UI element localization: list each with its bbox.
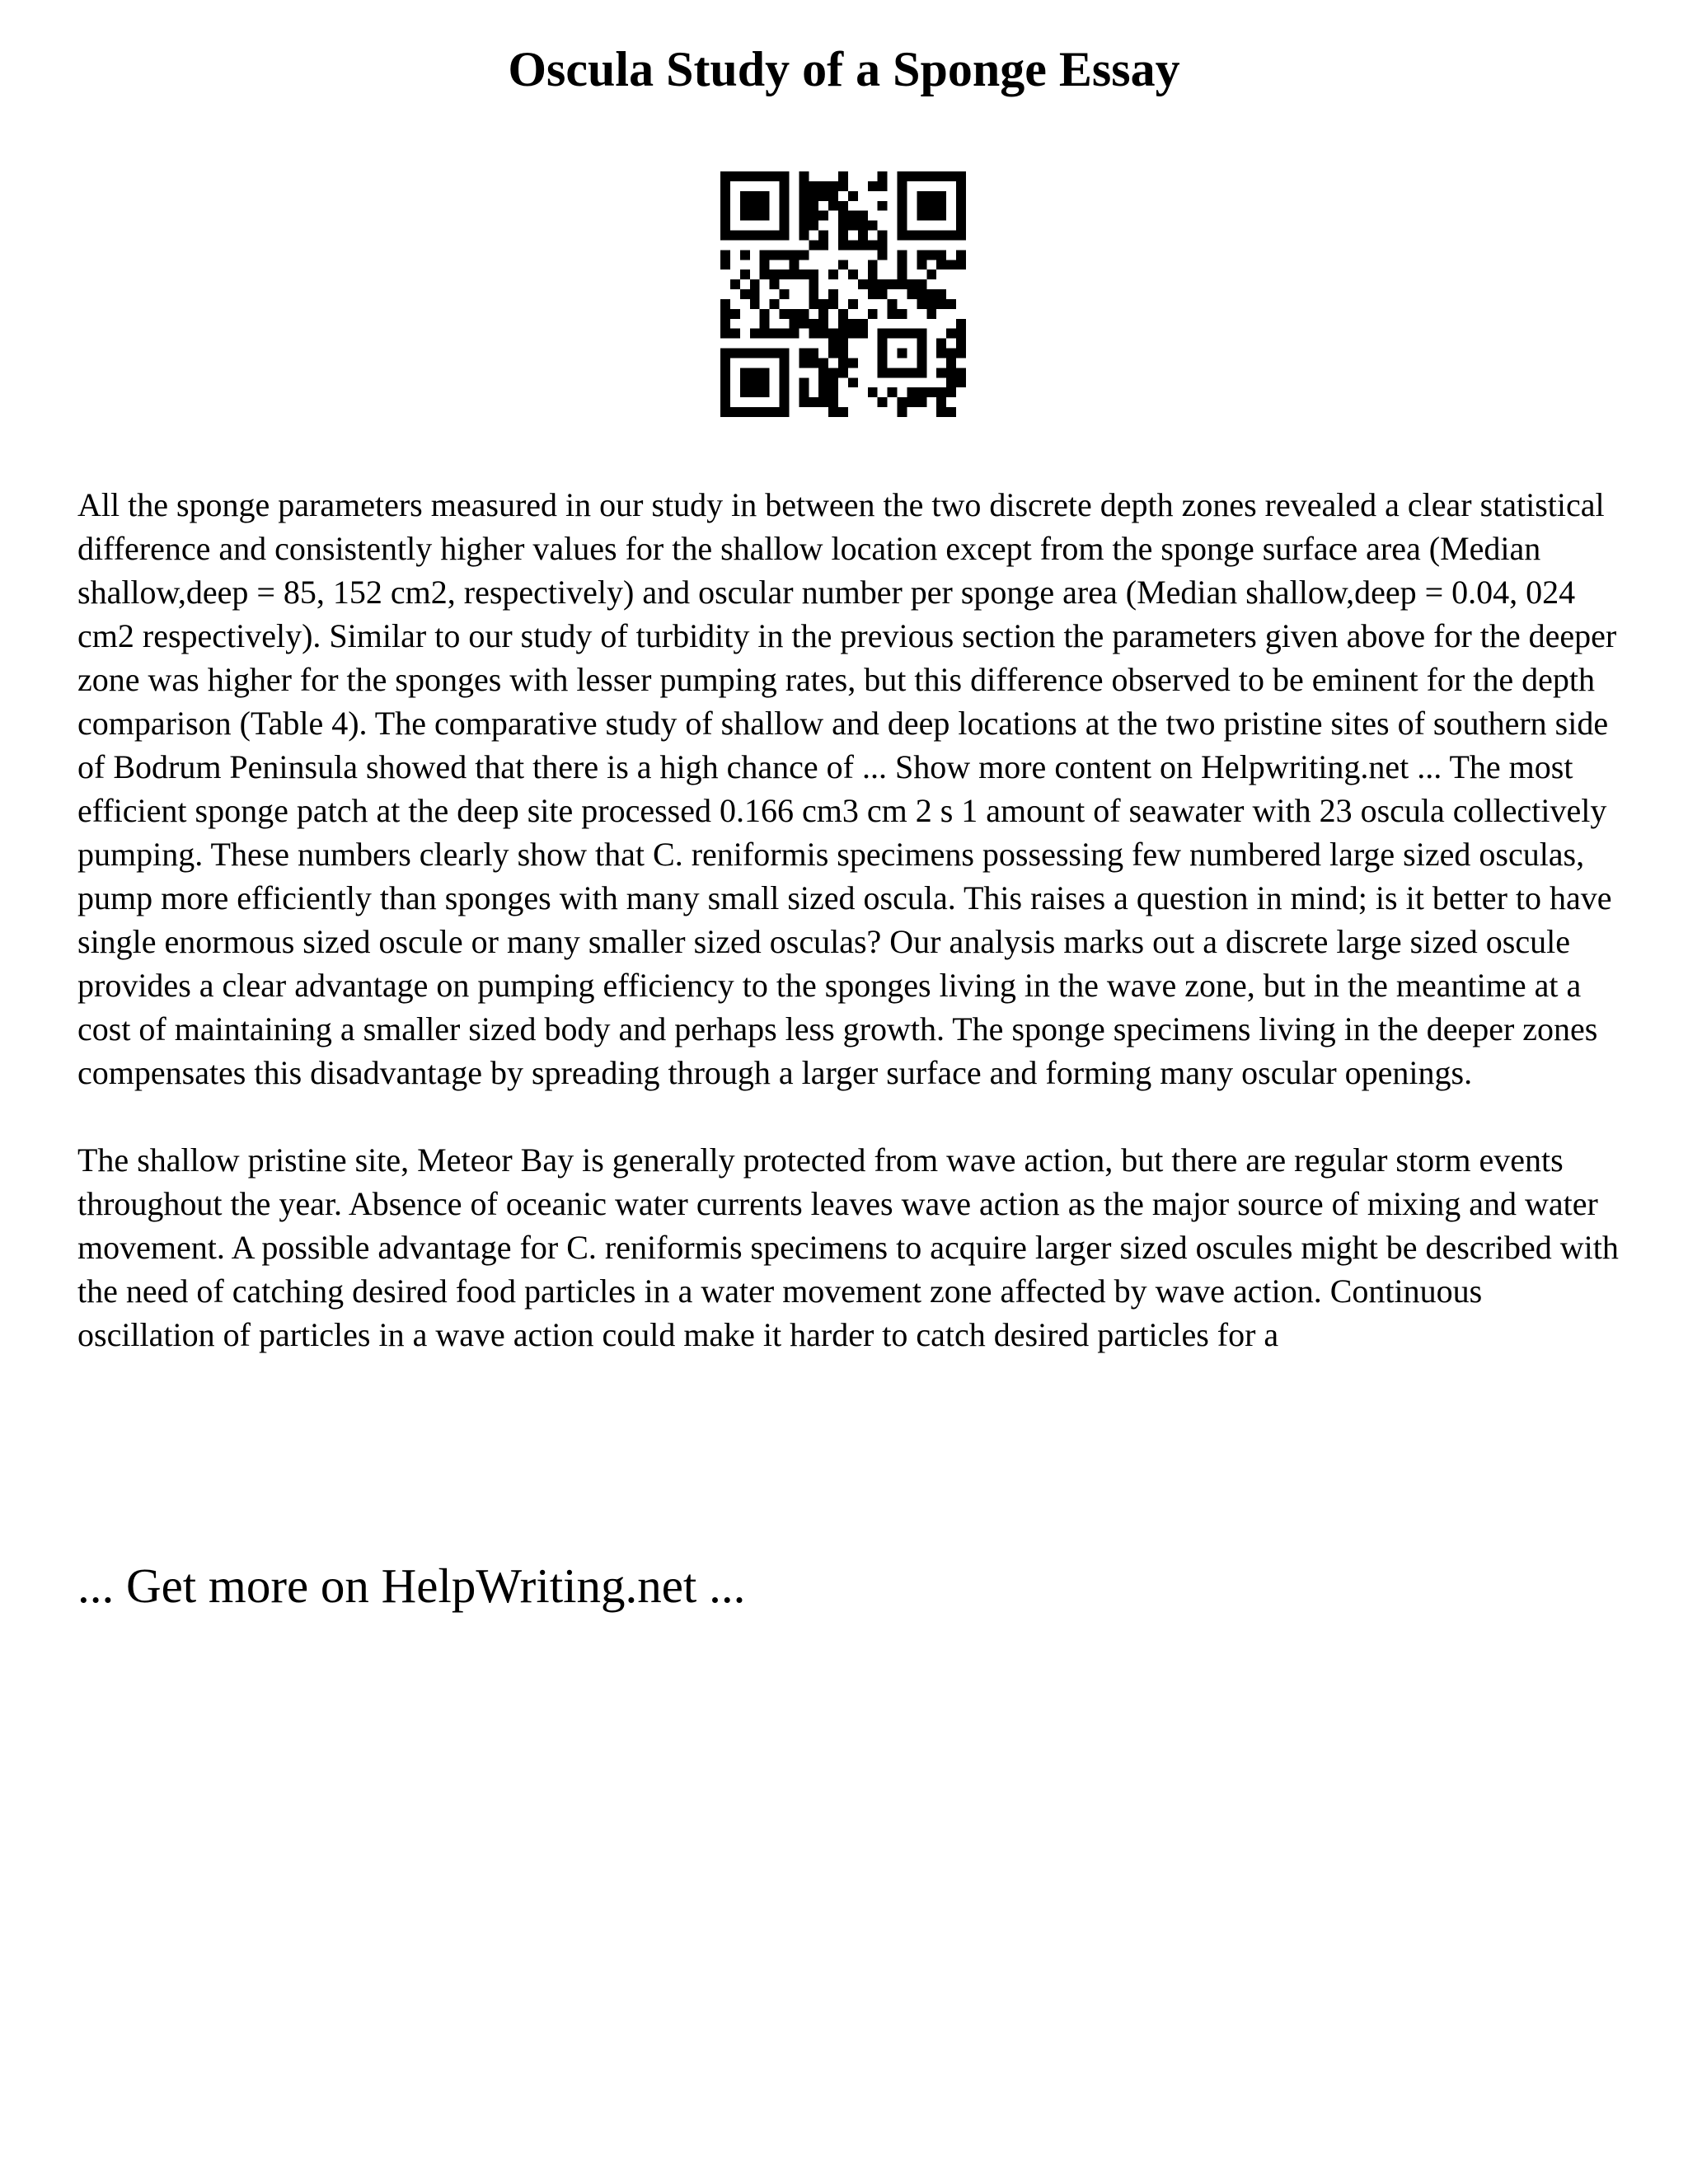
qr-code-icon bbox=[720, 171, 966, 417]
essay-body bbox=[77, 483, 1627, 1400]
qr-code-graphic bbox=[720, 171, 966, 417]
essay-paragraph-1: All the sponge parameters measured in our study in between the two discrete depth zones revealed a clear statistical difference and consistently higher values for the shallow location except from the sponge surface area (Median shallow,deep = 85, 152 cm2, respectively) and oscular number per sponge area (Median shallow,deep = 0.04, 024 cm2 respectively). Similar to our study of turbidity in the previous section the parameters given above for the deeper zone was higher for the sponges with lesser pumping rates, but this difference observed to be eminent for the depth comparison (Table 4). The comparative study of shallow and deep locations at the two pristine sites of southern side of Bodrum Peninsula showed that there is a high chance of ... Show more content on Helpwriting.net ... The most efficient sponge patch at the deep site processed 0.166 cm3 cm 2 s 1 amount of seawater with 23 oscula collectively pumping. These numbers clearly show that C. reniformis specimens possessing few numbered large sized osculas, pump more efficiently than sponges with many small sized oscula. This raises a question in mind; is it better to have single enormous sized oscule or many smaller sized osculas? Our analysis marks out a discrete large sized oscule provides a clear advantage on pumping efficiency to the sponges living in the wave zone, but in the meantime at a cost of maintaining a smaller sized body and perhaps less growth. The sponge specimens living in the deeper zones compensates this disadvantage by spreading through a larger surface and forming many oscular openings. bbox=[77, 486, 1617, 1091]
get-more-link[interactable]: ... Get more on HelpWriting.net ... bbox=[77, 1558, 746, 1613]
essay-paragraph-2: The shallow pristine site, Meteor Bay is generally protected from wave action, but there are regular storm events throughout the year. Absence of oceanic water currents leaves wave action as the major source of mixing and water movement. A possible advantage for C. reniformis specimens to acquire larger sized oscules might be described with the need of catching desired food particles in a water movement zone affected by wave action. Continuous oscillation of particles in a wave action could make it harder to catch desired particles for a bbox=[77, 1141, 1619, 1353]
page-title: Oscula Study of a Sponge Essay bbox=[508, 42, 1180, 96]
